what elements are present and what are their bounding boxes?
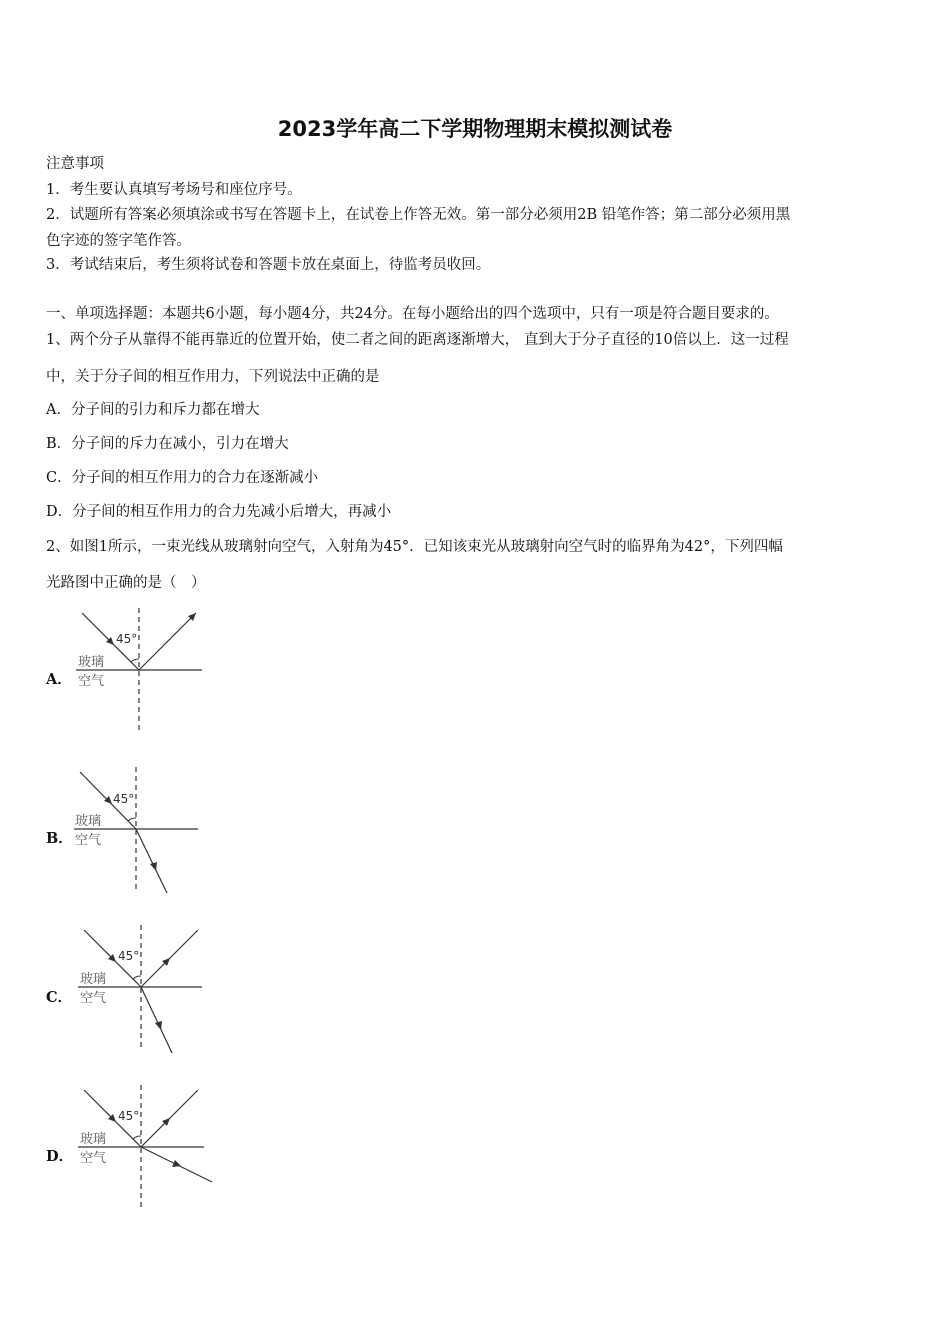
glass-label: 玻璃 — [78, 655, 105, 670]
angle-label: 45° — [118, 949, 140, 963]
angle-arc — [133, 1136, 141, 1139]
question-1-stem: 中，关于分子间的相互作用力，下列说法中正确的是 — [46, 369, 380, 385]
air-label: 空气 — [80, 991, 107, 1006]
question-1-option-c: C．分子间的相互作用力的合力在逐渐减小 — [46, 470, 319, 486]
page-title: 2023学年高二下学期物理期末模拟测试卷 — [277, 117, 673, 141]
notice-heading: 注意事项 — [46, 156, 104, 172]
refracted-arrow — [150, 862, 157, 871]
question-1-option-d: D．分子间的相互作用力的合力先减小后增大，再减小 — [46, 504, 392, 520]
question-2-option-c-label: C． — [46, 989, 73, 1006]
notice-item: 3．考试结束后，考生须将试卷和答题卡放在桌面上，待监考员收回。 — [46, 257, 491, 273]
refracted-ray — [136, 829, 167, 893]
angle-label: 45° — [116, 632, 138, 646]
refracted-ray — [141, 987, 172, 1053]
question-2-option-d-label: D． — [46, 1148, 74, 1165]
light-path-diagram-a — [70, 605, 220, 735]
question-2-option-a-label: A． — [46, 671, 72, 688]
question-2-stem: 光路图中正确的是（ ） — [46, 575, 206, 591]
notice-item: 1．考生要认真填写考场号和座位序号。 — [46, 182, 302, 198]
question-1-option-a: A．分子间的引力和斥力都在增大 — [46, 402, 260, 418]
angle-label: 45° — [113, 792, 135, 806]
angle-arc — [128, 818, 136, 821]
angle-arc — [131, 659, 139, 662]
notice-item: 2．试题所有答案必须填涂或书写在答题卡上，在试卷上作答无效。第一部分必须用2B 铅笔作答；第二部分必须用黑 — [46, 207, 791, 223]
reflected-ray — [139, 613, 196, 670]
notice-item: 色字迹的签字笔作答。 — [46, 233, 191, 249]
question-1-stem: 1、两个分子从靠得不能再靠近的位置开始，使二者之间的距离逐渐增大， 直到大于分子直径的10倍以上．这一过程 — [46, 332, 789, 348]
glass-label: 玻璃 — [75, 814, 102, 829]
angle-label: 45° — [118, 1109, 140, 1123]
question-2-option-b-label: B． — [46, 830, 73, 847]
light-path-diagram-b — [70, 764, 220, 898]
glass-label: 玻璃 — [80, 1132, 107, 1147]
glass-label: 玻璃 — [80, 972, 107, 987]
air-label: 空气 — [78, 674, 105, 689]
refracted-arrow — [155, 1021, 162, 1030]
light-path-diagram-c — [70, 922, 220, 1058]
question-1-option-b: B．分子间的斥力在减小，引力在增大 — [46, 436, 289, 452]
air-label: 空气 — [80, 1151, 107, 1166]
light-path-diagram-d — [70, 1082, 220, 1212]
angle-arc — [133, 976, 141, 979]
question-2-stem: 2、如图1所示，一束光线从玻璃射向空气，入射角为45°．已知该束光从玻璃射向空气时的临界角为42°，下列四幅 — [46, 539, 783, 555]
section-heading: 一、单项选择题：本题共6小题，每小题4分，共24分。在每小题给出的四个选项中，只有一项是符合题目要求的。 — [46, 306, 779, 322]
air-label: 空气 — [75, 833, 102, 848]
